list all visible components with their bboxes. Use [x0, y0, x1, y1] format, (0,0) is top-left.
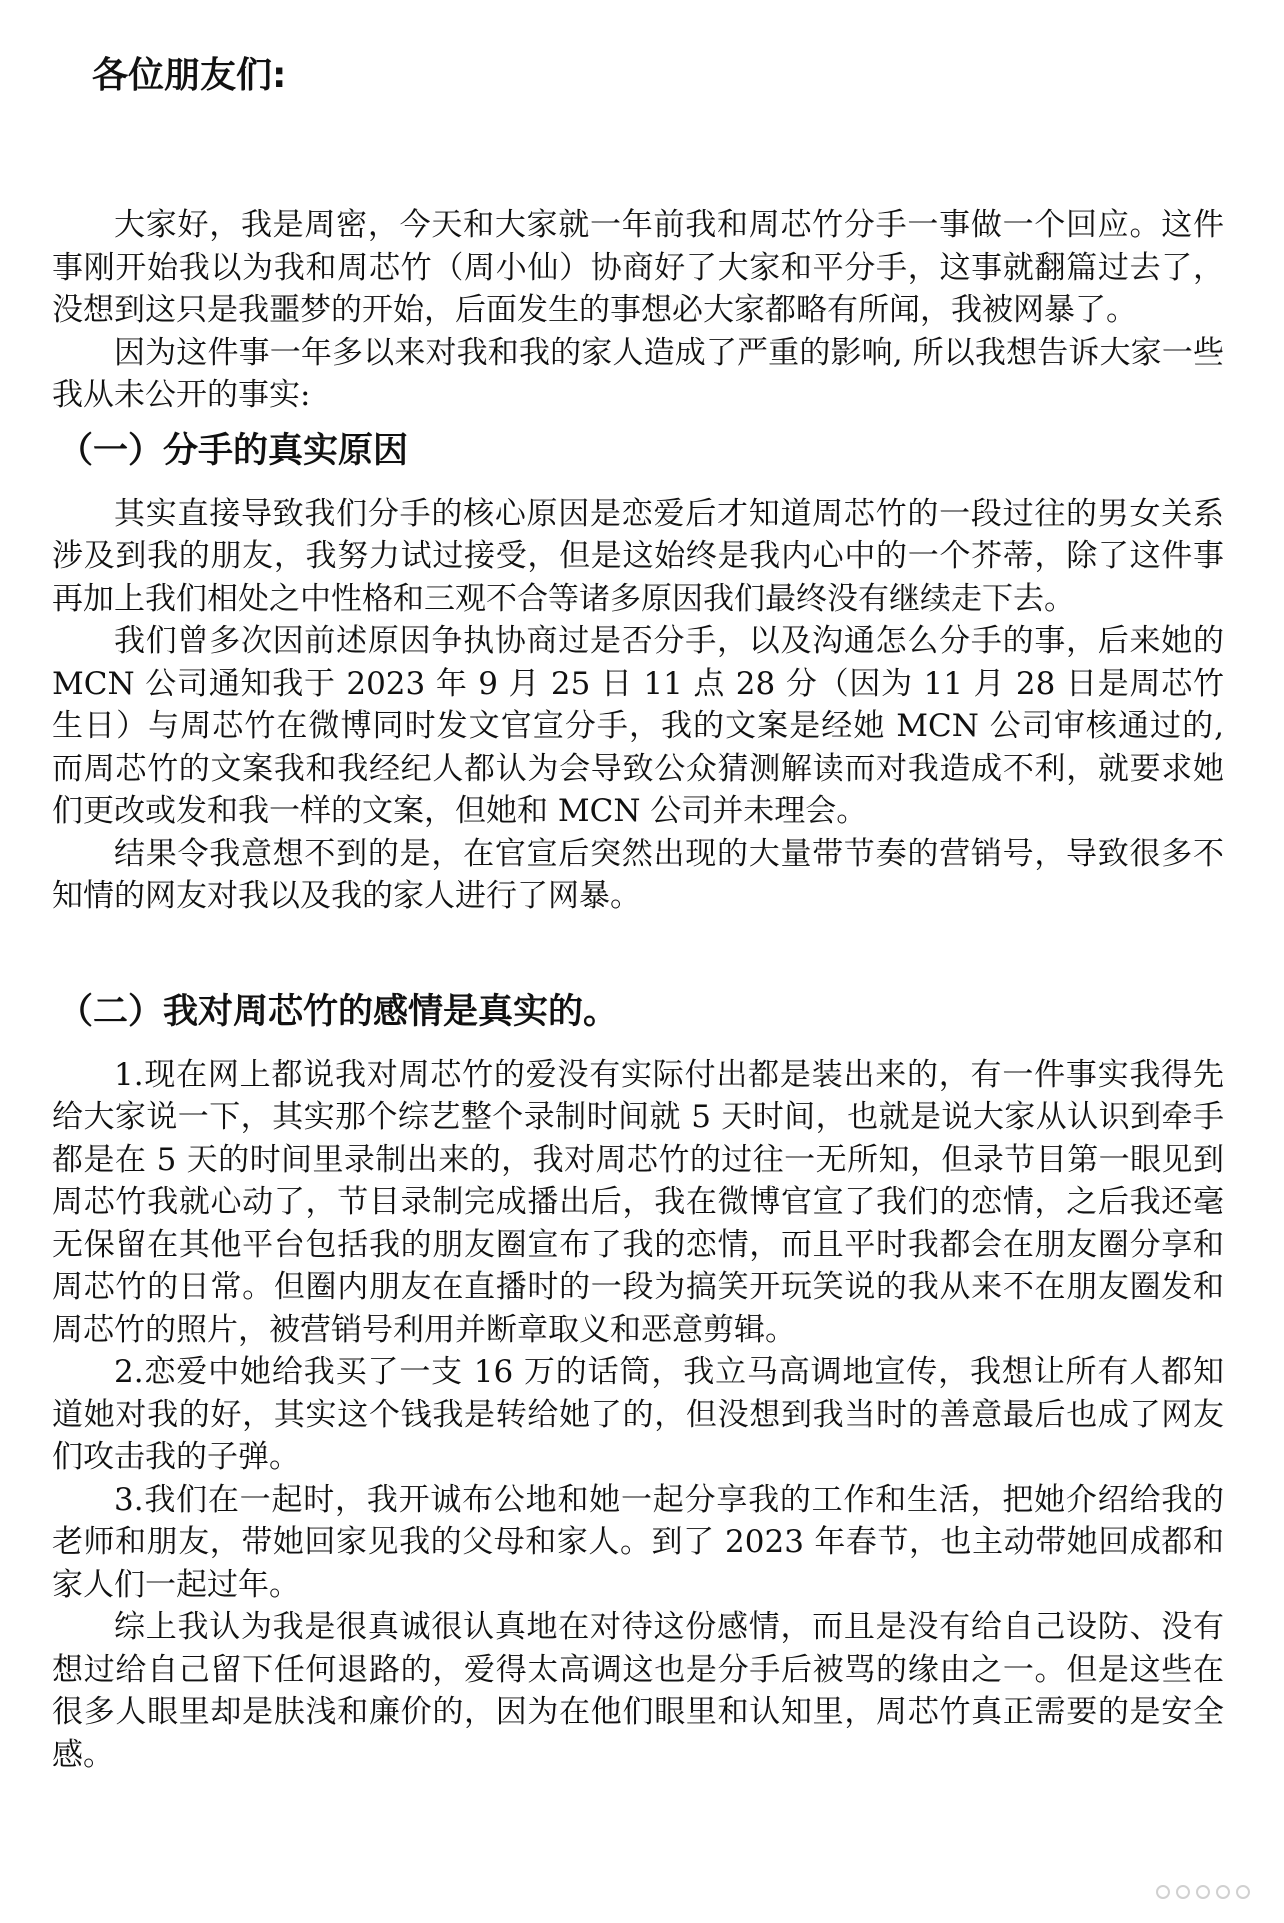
section1-paragraph: 我们曾多次因前述原因争执协商过是否分手，以及沟通怎么分手的事，后来她的 MCN 公司通知我于 2023 年 9 月 25 日 11 点 28 分（因为 11 月 28 日是周芯竹生日）与周芯竹在微博同时发文官宣分手，我的文案是经她 MCN 公司审核通过的, 而周芯竹的文案我和我经纪人都认为会导致公众猜测解读而对我造成不利，就要求她们更改或发和我一样的文案，但她和 MCN 公司并未理会。 — [52, 623, 1224, 829]
watermark-dot-icon — [1216, 1885, 1230, 1899]
section-heading-feelings-real: （二）我对周芯竹的感情是真实的。 — [58, 991, 619, 1032]
intro-paragraph: 因为这件事一年多以来对我和我的家人造成了严重的影响, 所以我想告诉大家一些我从未公开的事实: — [52, 334, 1224, 413]
section1-paragraph: 结果令我意想不到的是，在官宣后突然出现的大量带节奏的营销号，导致很多不知情的网友对我以及我的家人进行了网暴。 — [52, 835, 1224, 914]
section1-paragraph: 其实直接导致我们分手的核心原因是恋爱后才知道周芯竹的一段过往的男女关系涉及到我的朋友，我努力试过接受，但是这始终是我内心中的一个芥蒂，除了这件事再加上我们相处之中性格和三观不合等诸多原因我们最终没有继续走下去。 — [52, 495, 1224, 617]
watermark-dot-icon — [1156, 1885, 1170, 1899]
watermark-dots — [1156, 1885, 1250, 1899]
section2-paragraph: 2.恋爱中她给我买了一支 16 万的话筒，我立马高调地宣传，我想让所有人都知道她对我的好，其实这个钱我是转给她了的，但没想到我当时的善意最后也成了网友们攻击我的子弹。 — [52, 1354, 1224, 1475]
watermark-dot-icon — [1196, 1885, 1210, 1899]
spacer — [52, 918, 1224, 978]
watermark-dot-icon — [1176, 1885, 1190, 1899]
spacer — [52, 106, 1224, 204]
watermark-dot-icon — [1236, 1885, 1250, 1899]
greeting-heading: 各位朋友们: — [92, 55, 287, 96]
intro-paragraph: 大家好，我是周密，今天和大家就一年前我和周芯竹分手一事做一个回应。这件事刚开始我以为我和周芯竹（周小仙）协商好了大家和平分手，这事就翻篇过去了，没想到这只是我噩梦的开始，后面发生的事想必大家都略有所闻，我被网暴了。 — [52, 207, 1224, 328]
section-heading-breakup-reason: （一）分手的真实原因 — [58, 430, 409, 471]
section2-paragraph: 综上我认为我是很真诚很认真地在对待这份感情，而且是没有给自己设防、没有想过给自己留下任何退路的，爱得太高调这也是分手后被骂的缘由之一。但是这些在很多人眼里却是肤浅和廉价的，因为在他们眼里和认知里，周芯竹真正需要的是安全感。 — [52, 1609, 1224, 1773]
section2-paragraph: 1.现在网上都说我对周芯竹的爱没有实际付出都是装出来的，有一件事实我得先给大家说一下，其实那个综艺整个录制时间就 5 天时间，也就是说大家从认识到牵手都是在 5 天的时间里录制出来的，我对周芯竹的过往一无所知，但录节目第一眼见到周芯竹我就心动了，节目录制完成播出后，我在微博官宣了我们的恋情，之后我还毫无保留在其他平台包括我的朋友圈宣布了我的恋情，而且平时我都会在朋友圈分享和周芯竹的日常。但圈内朋友在直播时的一段为搞笑开玩笑说的我从来不在朋友圈发和周芯竹的照片，被营销号利用并断章取义和恶意剪辑。 — [52, 1056, 1224, 1348]
section2-paragraph: 3.我们在一起时，我开诚布公地和她一起分享我的工作和生活，把她介绍给我的老师和朋友，带她回家见我的父母和家人。到了 2023 年春节，也主动带她回成都和家人们一起过年。 — [52, 1481, 1224, 1603]
